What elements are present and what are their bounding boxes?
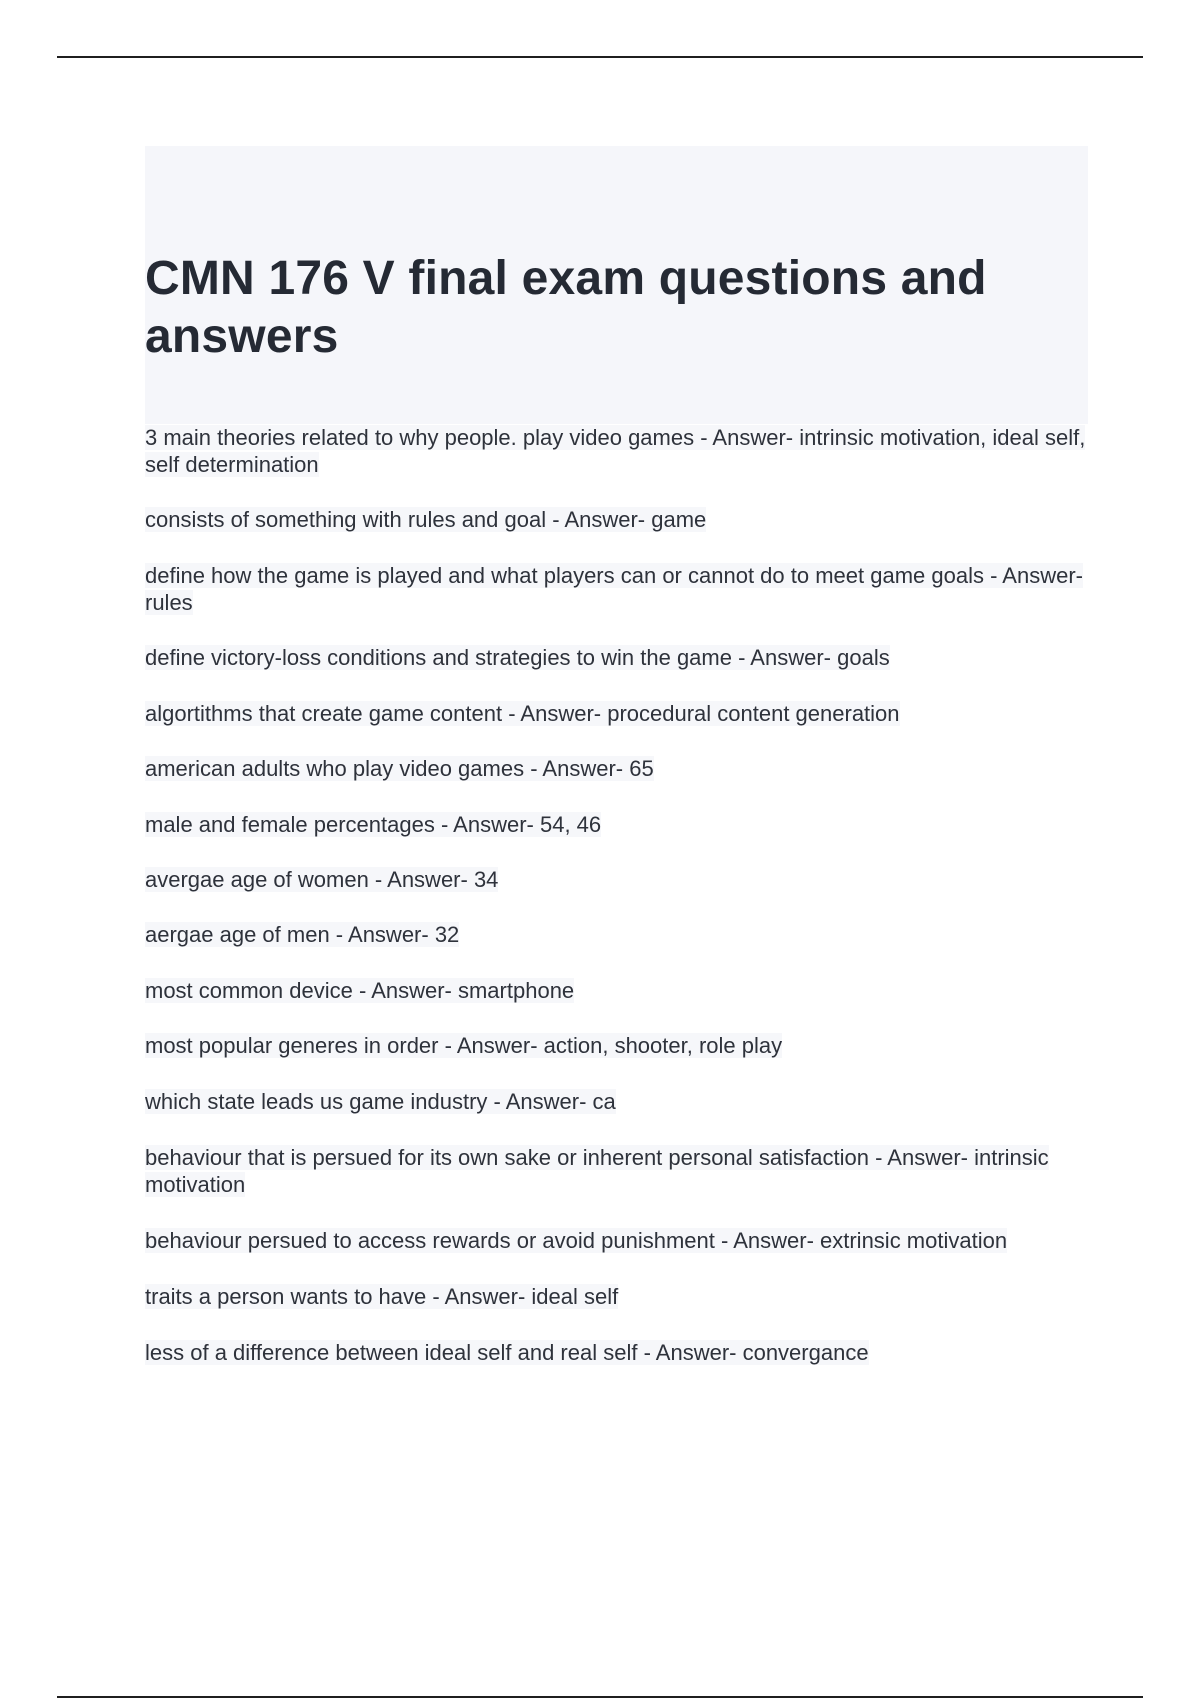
- qa-text: aergae age of men - Answer- 32: [145, 922, 460, 947]
- qa-text: most popular generes in order - Answer- action, shooter, role play: [145, 1033, 783, 1058]
- qa-item: [145, 700, 1095, 727]
- qa-item: [145, 811, 1095, 838]
- qa-item: [145, 1339, 1095, 1366]
- qa-item: [145, 1032, 1095, 1059]
- qa-item: [145, 977, 1095, 1004]
- page-title: CMN 176 V final exam questions and answers: [145, 252, 987, 363]
- qa-text: 3 main theories related to why people. play video games - Answer- intrinsic motivation, ideal self, self determination: [145, 425, 1086, 477]
- qa-text: american adults who play video games - Answer- 65: [145, 756, 654, 781]
- qa-text: male and female percentages - Answer- 54, 46: [145, 812, 602, 837]
- qa-item: [145, 1227, 1095, 1254]
- bottom-rule: [57, 1696, 1143, 1698]
- qa-text: traits a person wants to have - Answer- ideal self: [145, 1284, 619, 1309]
- qa-item: [145, 755, 1095, 782]
- qa-item: [145, 424, 1095, 478]
- qa-text: less of a difference between ideal self and real self - Answer- convergance: [145, 1340, 869, 1365]
- qa-text: behaviour that is persued for its own sake or inherent personal satisfaction - Answer- intrinsic motivation: [145, 1145, 1049, 1197]
- qa-item: [145, 506, 1095, 533]
- top-rule: [57, 56, 1143, 58]
- qa-item: [145, 1144, 1095, 1198]
- qa-text: which state leads us game industry - Answer- ca: [145, 1089, 616, 1114]
- qa-item: [145, 1283, 1095, 1310]
- qa-text: consists of something with rules and goal - Answer- game: [145, 507, 707, 532]
- qa-text: avergae age of women - Answer- 34: [145, 867, 499, 892]
- qa-text: algortithms that create game content - Answer- procedural content generation: [145, 701, 900, 726]
- qa-text: define how the game is played and what players can or cannot do to meet game goals - Answer- rules: [145, 563, 1083, 615]
- qa-item: [145, 562, 1095, 616]
- qa-item: [145, 866, 1095, 893]
- qa-item: [145, 1088, 1095, 1115]
- qa-text: define victory-loss conditions and strategies to win the game - Answer- goals: [145, 645, 890, 670]
- qa-item: [145, 921, 1095, 948]
- qa-item: [145, 644, 1095, 671]
- qa-text: behaviour persued to access rewards or avoid punishment - Answer- extrinsic motivation: [145, 1228, 1008, 1253]
- qa-text: most common device - Answer- smartphone: [145, 978, 575, 1003]
- qa-list: [145, 424, 1095, 1366]
